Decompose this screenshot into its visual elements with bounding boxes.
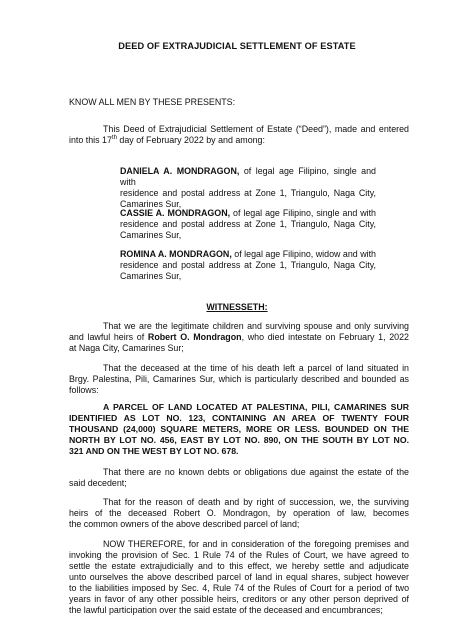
heirs-line-1: That we are the legitimate children and surviving spouse and only surviving [103,321,409,331]
heirs-line-3: at Naga City, Camarines Sur; [69,343,184,353]
land-desc-line-3: THOUSAND (24,000) SQUARE METERS, MORE OR LESS. BOUNDED ON THE [69,424,409,434]
land-left-line-2: Brgy. Palestina, Pili, Camarines Sur, which is particularly described and bounded as [69,374,409,384]
party-2 [120,208,376,241]
party-1 [120,166,376,210]
party-3-line-1: ROMINA A. MONDRAGON, of legal age Filipino, widow and with [120,249,376,259]
party-1-name: DANIELA A. MONDRAGON, [120,166,240,176]
paragraph-therefore [69,539,409,616]
document-title: DEED OF EXTRAJUDICIAL SETTLEMENT OF ESTATE [118,41,356,51]
decedent-name: Robert O. Mondragon [147,332,242,342]
land-left-line-3: follows: [69,385,99,395]
therefore-line-7: the lawful participation over the said estate of the deceased and encumbrances; [69,605,383,615]
witnesseth-heading: WITNESSETH: [206,302,268,312]
paragraph-succession [69,497,409,530]
therefore-line-2: invoking the provision of Sec. 1 Rule 74 of the Rules of Court, we have agreed to [69,550,409,560]
salutation: KNOW ALL MEN BY THESE PRESENTS: [69,97,236,107]
paragraph-heirs [69,321,409,354]
therefore-line-5: to the liabilities imposed by Sec. 4, Rule 74 of the Rules of Court for a period of two [69,583,409,593]
succession-line-3: the common owners of the above described parcel of land; [69,519,300,529]
land-description [69,402,409,457]
intro-paragraph [69,124,409,146]
paragraph-debts [69,467,409,489]
debts-line-1: That there are no known debts or obligations due against the estate of the [103,467,409,477]
party-3-line-2: residence and postal address at Zone 1, Triangulo, Naga City, [120,260,376,270]
party-2-line-1: CASSIE A. MONDRAGON, of legal age Filipino, single and with [120,208,376,218]
party-2-line-3: Camarines Sur, [120,230,182,240]
land-desc-line-2: IDENTIFIED AS LOT NO. 123, CONTAINING AN AREA OF TWENTY FOUR [69,413,409,423]
land-desc-line-4: NORTH BY LOT NO. 456, EAST BY LOT NO. 890, ON THE SOUTH BY LOT NO. [69,435,409,445]
party-2-line-2: residence and postal address at Zone 1, Triangulo, Naga City, [120,219,376,229]
therefore-line-3: settle the estate extrajudicially and to this effect, we hereby settle and adjudicate [69,561,409,571]
therefore-line-6: years in favor of any other possible heirs, creditors or any other person deprived of [69,594,409,604]
therefore-line-1: NOW THEREFORE, for and in consideration of the foregoing premises and [103,539,409,549]
land-left-line-1: That the deceased at the time of his death left a parcel of land situated in [103,363,409,373]
succession-line-1: That for the reason of death and by right of succession, we, the surviving [103,497,409,507]
intro-line-1: This Deed of Extrajudicial Settlement of Estate (“Deed”), made and entered [103,124,409,134]
party-1-line-3: Camarines Sur, [120,199,182,209]
party-3-line-3: Camarines Sur, [120,271,182,281]
therefore-line-4: unto ourselves the above described parcel of land in equal shares, subject however [69,572,409,582]
party-3 [120,249,376,282]
land-desc-line-5: 321 AND ON THE WEST BY LOT NO. 678. [69,446,239,456]
paragraph-land-left [69,363,409,396]
party-2-name: CASSIE A. MONDRAGON, [120,208,231,218]
heirs-line-2: and lawful heirs of Robert O. Mondragon, who died intestate on February 1, 2022 [69,332,409,342]
succession-line-2: heirs of the deceased Robert O. Mondragon, by operation of law, becomes [69,508,409,518]
debts-line-2: said decedent; [69,478,127,488]
party-3-name: ROMINA A. MONDRAGON, [120,249,232,259]
intro-line-2: into this 17th day of February 2022 by and among: [69,135,265,145]
party-1-line-1: DANIELA A. MONDRAGON, of legal age Filipino, single and with [120,166,376,187]
land-desc-line-1: A PARCEL OF LAND LOCATED AT PALESTINA, PILI, CAMARINES SUR [103,402,409,412]
party-1-line-2: residence and postal address at Zone 1, Triangulo, Naga City, [120,188,376,198]
